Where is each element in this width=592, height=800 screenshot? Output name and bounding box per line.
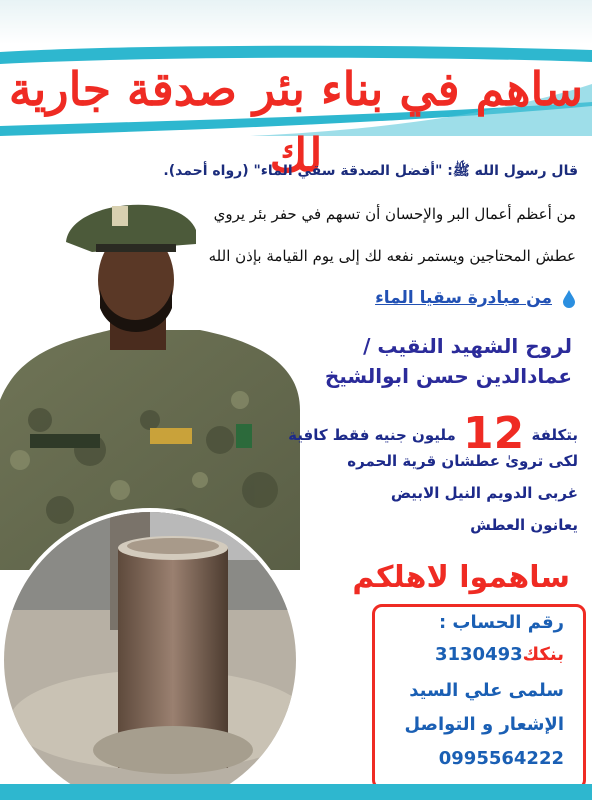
account-holder: سلمى علي السيد (409, 680, 564, 701)
water-drop-icon (562, 290, 576, 308)
body-line-1: من أعظم أعمال البر والإحسان أن تسهم في حفر بئر يروي (213, 205, 576, 223)
bank-number: 3130493 (434, 644, 523, 665)
account-label: رقم الحساب : (438, 612, 564, 633)
contact-label: الإشعار و التواصل (404, 714, 564, 735)
bank-prefix: بنكك (522, 644, 564, 665)
cost-suffix: مليون جنيه فقط كافية (288, 426, 456, 444)
phone-number: 0995564222 (438, 748, 564, 769)
initiative-text: من مبادرة سقيا الماء (375, 288, 552, 308)
hadith-text: قال رسول الله ﷺ: "أفضل الصدقة سقي الماء" (رواه أحمد). (163, 163, 578, 179)
dedication-line-2: عمادالدين حسن ابوالشيخ (324, 364, 572, 388)
page-title: ساهم في بناء بئر صدقة جارية لك (8, 62, 584, 182)
call-to-action: ساهموا لاهلكم (352, 560, 570, 595)
detail-line-1: لكى تروىٰ عطشان قرية الحمره (347, 452, 578, 470)
cost-prefix: بتكلفة (531, 426, 578, 444)
cost-line (233, 408, 578, 459)
dedication-line-1: لروح الشهيد النقيب / (363, 334, 572, 358)
bank-line (344, 644, 564, 665)
header-background (0, 0, 592, 44)
footer-band (0, 784, 592, 800)
cost-amount: 12 (463, 408, 525, 459)
detail-line-3: يعانون العطش (470, 516, 578, 534)
body-line-2: عطش المحتاجين ويستمر نفعه لك إلى يوم القيامة بإذن الله (208, 247, 576, 265)
detail-line-2: غربى الدويم النيل الابيض (390, 484, 578, 502)
